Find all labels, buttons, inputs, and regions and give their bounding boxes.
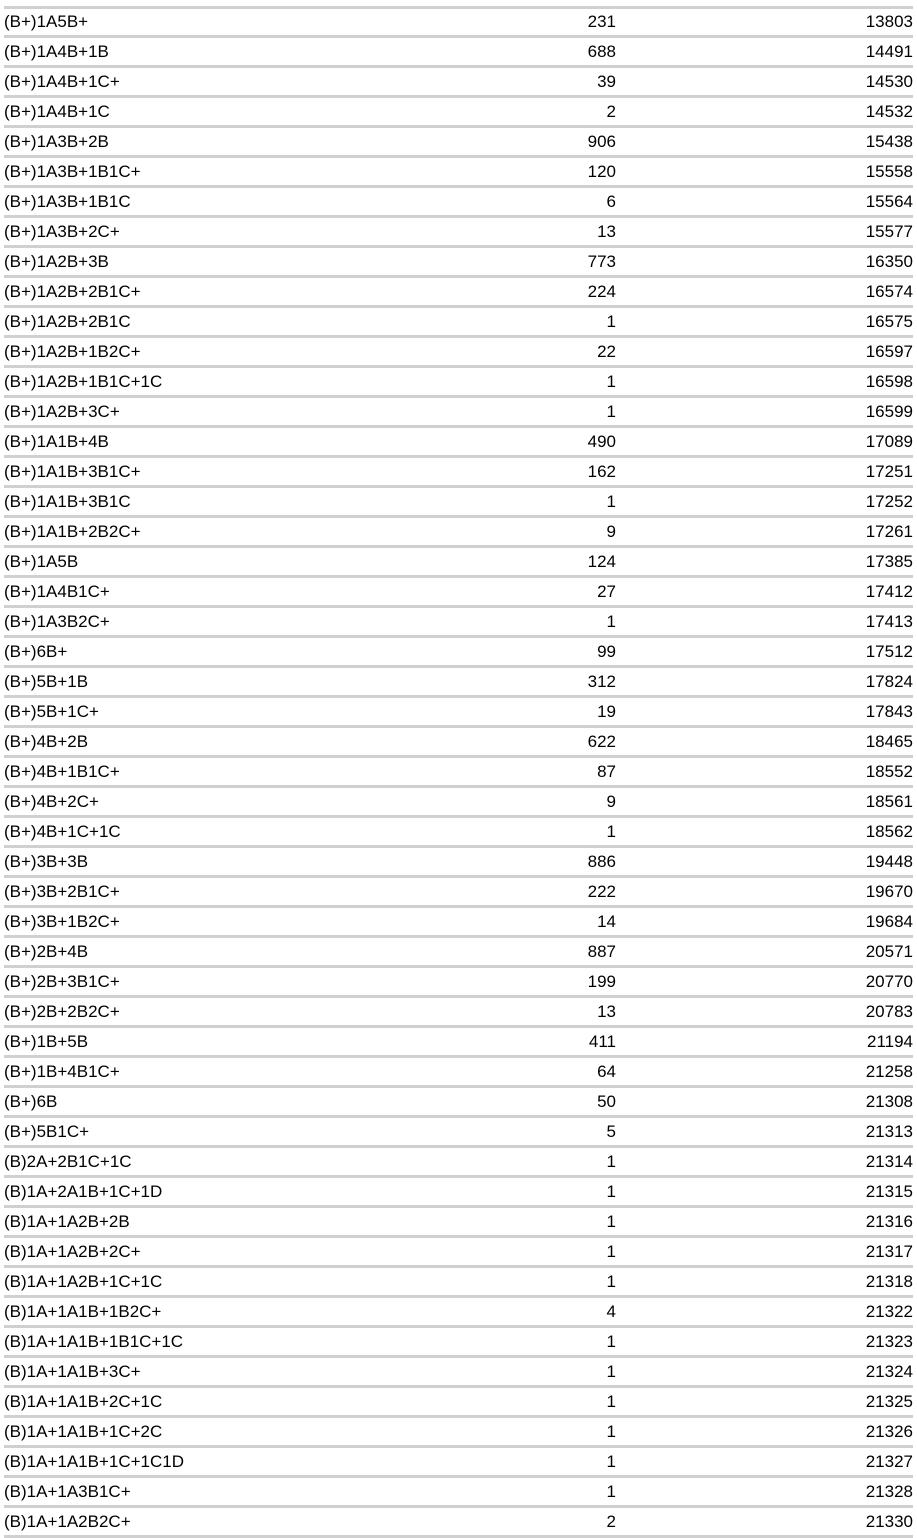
table-row <box>4 907 913 937</box>
cell-code[interactable]: (B+)5B+1C+ <box>4 697 404 727</box>
cell-cumulative[interactable]: 21314 <box>616 1147 913 1177</box>
table-row <box>4 8 913 37</box>
cell-cumulative[interactable]: 16598 <box>616 367 913 397</box>
table-row <box>4 427 913 457</box>
table-row <box>4 367 913 397</box>
cell-count[interactable]: 231 <box>404 8 616 37</box>
table-row <box>4 517 913 547</box>
cell-count[interactable]: 199 <box>404 967 616 997</box>
cell-code[interactable]: (B)1A+1A1B+1C+2C <box>4 1417 404 1447</box>
cell-count[interactable]: 1 <box>404 1387 616 1417</box>
cell-code[interactable]: (B)1A+1A1B+1B2C+ <box>4 1297 404 1327</box>
cell-count[interactable]: 1 <box>404 1267 616 1297</box>
cell-code[interactable]: (B)2A+2B1C+1C <box>4 1147 404 1177</box>
cell-cumulative[interactable]: 15577 <box>616 217 913 247</box>
cell-count[interactable]: 9 <box>404 517 616 547</box>
table-body <box>4 8 913 1537</box>
cell-count[interactable]: 1 <box>404 607 616 637</box>
cell-code[interactable]: (B+)2B+4B <box>4 937 404 967</box>
cell-count[interactable]: 1 <box>404 1357 616 1387</box>
cell-count[interactable]: 887 <box>404 937 616 967</box>
cell-code[interactable]: (B)1A+1A2B2C+ <box>4 1507 404 1537</box>
cell-count[interactable]: 224 <box>404 277 616 307</box>
cell-count[interactable]: 312 <box>404 667 616 697</box>
cell-cumulative[interactable]: 16599 <box>616 397 913 427</box>
cell-cumulative[interactable]: 21330 <box>616 1507 913 1537</box>
cell-cumulative[interactable]: 17089 <box>616 427 913 457</box>
cell-code[interactable]: (B+)1A5B+ <box>4 8 404 37</box>
cell-cumulative[interactable]: 17252 <box>616 487 913 517</box>
table-row <box>4 1177 913 1207</box>
cell-count[interactable]: 2 <box>404 1507 616 1537</box>
cell-code[interactable]: (B+)1A2B+1B2C+ <box>4 337 404 367</box>
cell-cumulative[interactable]: 15564 <box>616 187 913 217</box>
table-row <box>4 847 913 877</box>
cell-cumulative[interactable]: 14532 <box>616 97 913 127</box>
cell-code[interactable]: (B+)1B+4B1C+ <box>4 1057 404 1087</box>
cell-count[interactable]: 773 <box>404 247 616 277</box>
cell-count[interactable]: 1 <box>404 1447 616 1477</box>
table-row <box>4 547 913 577</box>
cell-cumulative[interactable]: 17512 <box>616 637 913 667</box>
cell-cumulative[interactable]: 21258 <box>616 1057 913 1087</box>
cell-code[interactable]: (B+)1B+5B <box>4 1027 404 1057</box>
cell-code[interactable]: (B)1A+2A1B+1C+1D <box>4 1177 404 1207</box>
cell-count[interactable]: 87 <box>404 757 616 787</box>
cell-code[interactable]: (B+)1A2B+2B1C <box>4 307 404 337</box>
cell-cumulative[interactable]: 20571 <box>616 937 913 967</box>
cell-code[interactable]: (B+)1A3B2C+ <box>4 607 404 637</box>
table-row <box>4 37 913 67</box>
cell-code[interactable]: (B)1A+1A1B+2C+1C <box>4 1387 404 1417</box>
table-row <box>4 307 913 337</box>
cell-cumulative[interactable]: 19670 <box>616 877 913 907</box>
cell-count[interactable]: 39 <box>404 67 616 97</box>
table-row <box>4 97 913 127</box>
cell-count[interactable]: 411 <box>404 1027 616 1057</box>
table-row <box>4 217 913 247</box>
cell-cumulative[interactable]: 18552 <box>616 757 913 787</box>
table-row <box>4 787 913 817</box>
cell-cumulative[interactable]: 21317 <box>616 1237 913 1267</box>
cell-count[interactable]: 13 <box>404 997 616 1027</box>
cell-count[interactable]: 906 <box>404 127 616 157</box>
table-row <box>4 967 913 997</box>
cell-code[interactable]: (B+)1A1B+3B1C+ <box>4 457 404 487</box>
table-row <box>4 1297 913 1327</box>
table-row <box>4 247 913 277</box>
table-row <box>4 1387 913 1417</box>
cell-count[interactable]: 490 <box>404 427 616 457</box>
cell-count[interactable]: 13 <box>404 217 616 247</box>
cell-cumulative[interactable]: 17412 <box>616 577 913 607</box>
cell-code[interactable]: (B+)5B1C+ <box>4 1117 404 1147</box>
cell-count[interactable]: 1 <box>404 1207 616 1237</box>
table-row <box>4 1357 913 1387</box>
table-row <box>4 487 913 517</box>
cell-code[interactable]: (B+)6B+ <box>4 637 404 667</box>
cell-count[interactable]: 162 <box>404 457 616 487</box>
cell-code[interactable]: (B+)1A2B+1B1C+1C <box>4 367 404 397</box>
table-row <box>4 1057 913 1087</box>
table-row <box>4 1417 913 1447</box>
cell-code[interactable]: (B+)1A3B+2C+ <box>4 217 404 247</box>
cell-cumulative[interactable]: 21323 <box>616 1327 913 1357</box>
cell-code[interactable]: (B)1A+1A2B+2B <box>4 1207 404 1237</box>
cell-code[interactable]: (B+)2B+3B1C+ <box>4 967 404 997</box>
cell-count[interactable]: 622 <box>404 727 616 757</box>
cell-code[interactable]: (B+)5B+1B <box>4 667 404 697</box>
cell-count[interactable]: 99 <box>404 637 616 667</box>
cell-count[interactable]: 124 <box>404 547 616 577</box>
cell-code[interactable]: (B+)1A2B+3B <box>4 247 404 277</box>
cell-code[interactable]: (B+)1A2B+3C+ <box>4 397 404 427</box>
cell-cumulative[interactable]: 18561 <box>616 787 913 817</box>
cell-code[interactable]: (B+)1A4B1C+ <box>4 577 404 607</box>
cell-cumulative[interactable]: 14530 <box>616 67 913 97</box>
cell-code[interactable]: (B+)3B+3B <box>4 847 404 877</box>
cell-count[interactable]: 64 <box>404 1057 616 1087</box>
cell-code[interactable]: (B+)1A4B+1B <box>4 37 404 67</box>
cell-cumulative[interactable]: 17385 <box>616 547 913 577</box>
cell-cumulative[interactable]: 17251 <box>616 457 913 487</box>
table-row <box>4 1087 913 1117</box>
cell-count[interactable]: 19 <box>404 697 616 727</box>
cell-count[interactable]: 688 <box>404 37 616 67</box>
cell-code[interactable]: (B+)1A1B+2B2C+ <box>4 517 404 547</box>
table-row <box>4 397 913 427</box>
cell-cumulative[interactable]: 13803 <box>616 8 913 37</box>
table-row <box>4 997 913 1027</box>
cell-count[interactable]: 1 <box>404 1147 616 1177</box>
table-row <box>4 1207 913 1237</box>
table-row <box>4 1117 913 1147</box>
table-row <box>4 727 913 757</box>
cell-cumulative[interactable]: 21315 <box>616 1177 913 1207</box>
table-row <box>4 457 913 487</box>
cell-cumulative[interactable]: 19684 <box>616 907 913 937</box>
cell-code[interactable]: (B+)1A4B+1C+ <box>4 67 404 97</box>
cell-code[interactable]: (B+)4B+1B1C+ <box>4 757 404 787</box>
cell-cumulative[interactable]: 17843 <box>616 697 913 727</box>
cell-count[interactable]: 4 <box>404 1297 616 1327</box>
cell-count[interactable]: 6 <box>404 187 616 217</box>
cell-code[interactable]: (B)1A+1A1B+1B1C+1C <box>4 1327 404 1357</box>
cell-count[interactable]: 14 <box>404 907 616 937</box>
cell-cumulative[interactable]: 21328 <box>616 1477 913 1507</box>
cell-cumulative[interactable]: 21308 <box>616 1087 913 1117</box>
cell-count[interactable]: 1 <box>404 1417 616 1447</box>
cell-code[interactable]: (B+)4B+1C+1C <box>4 817 404 847</box>
table-row <box>4 157 913 187</box>
cell-count[interactable]: 1 <box>404 1327 616 1357</box>
cell-cumulative[interactable]: 16350 <box>616 247 913 277</box>
cell-cumulative[interactable]: 15558 <box>616 157 913 187</box>
cell-code[interactable]: (B+)4B+2B <box>4 727 404 757</box>
cell-count[interactable]: 1 <box>404 367 616 397</box>
data-table <box>4 8 913 1538</box>
cell-code[interactable]: (B+)1A5B <box>4 547 404 577</box>
cell-count[interactable]: 1 <box>404 1177 616 1207</box>
cell-code[interactable]: (B)1A+1A1B+3C+ <box>4 1357 404 1387</box>
cell-count[interactable]: 1 <box>404 817 616 847</box>
cell-count[interactable]: 1 <box>404 307 616 337</box>
cell-cumulative[interactable]: 16597 <box>616 337 913 367</box>
cell-count[interactable]: 1 <box>404 397 616 427</box>
cell-cumulative[interactable]: 15438 <box>616 127 913 157</box>
cell-cumulative[interactable]: 20783 <box>616 997 913 1027</box>
cell-code[interactable]: (B)1A+1A2B+2C+ <box>4 1237 404 1267</box>
cell-cumulative[interactable]: 21194 <box>616 1027 913 1057</box>
table-row <box>4 697 913 727</box>
cell-code[interactable]: (B)1A+1A1B+1C+1C1D <box>4 1447 404 1477</box>
cell-cumulative[interactable]: 19448 <box>616 847 913 877</box>
cell-cumulative[interactable]: 21318 <box>616 1267 913 1297</box>
table-row <box>4 937 913 967</box>
cell-code[interactable]: (B+)1A4B+1C <box>4 97 404 127</box>
table-row <box>4 67 913 97</box>
table-row <box>4 1237 913 1267</box>
cell-cumulative[interactable]: 21322 <box>616 1297 913 1327</box>
cell-count[interactable]: 222 <box>404 877 616 907</box>
cell-cumulative[interactable]: 17413 <box>616 607 913 637</box>
cell-cumulative[interactable]: 20770 <box>616 967 913 997</box>
cell-code[interactable]: (B)1A+1A2B+1C+1C <box>4 1267 404 1297</box>
table-row <box>4 1327 913 1357</box>
cell-count[interactable]: 120 <box>404 157 616 187</box>
table-row <box>4 187 913 217</box>
cell-code[interactable]: (B+)2B+2B2C+ <box>4 997 404 1027</box>
cell-code[interactable]: (B+)1A3B+1B1C+ <box>4 157 404 187</box>
table-row <box>4 607 913 637</box>
cell-count[interactable]: 1 <box>404 1237 616 1267</box>
cell-cumulative[interactable]: 17824 <box>616 667 913 697</box>
cell-count[interactable]: 9 <box>404 787 616 817</box>
table-row <box>4 1447 913 1477</box>
cell-code[interactable]: (B+)1A3B+2B <box>4 127 404 157</box>
table-row <box>4 877 913 907</box>
cell-cumulative[interactable]: 16575 <box>616 307 913 337</box>
table-row <box>4 637 913 667</box>
cell-cumulative[interactable]: 21324 <box>616 1357 913 1387</box>
cell-count[interactable]: 22 <box>404 337 616 367</box>
table-row <box>4 1147 913 1177</box>
cell-code[interactable]: (B+)6B <box>4 1087 404 1117</box>
table-row <box>4 1507 913 1537</box>
cell-cumulative[interactable]: 21316 <box>616 1207 913 1237</box>
cell-code[interactable]: (B+)1A1B+3B1C <box>4 487 404 517</box>
table-row <box>4 577 913 607</box>
cell-cumulative[interactable]: 14491 <box>616 37 913 67</box>
cell-cumulative[interactable]: 21326 <box>616 1417 913 1447</box>
table-row <box>4 1477 913 1507</box>
cell-code[interactable]: (B+)4B+2C+ <box>4 787 404 817</box>
cell-cumulative[interactable]: 21325 <box>616 1387 913 1417</box>
cell-count[interactable]: 886 <box>404 847 616 877</box>
cell-count[interactable]: 1 <box>404 487 616 517</box>
table-row <box>4 667 913 697</box>
cell-code[interactable]: (B+)3B+2B1C+ <box>4 877 404 907</box>
cell-code[interactable]: (B+)3B+1B2C+ <box>4 907 404 937</box>
cell-cumulative[interactable]: 16574 <box>616 277 913 307</box>
cell-code[interactable]: (B)1A+1A3B1C+ <box>4 1477 404 1507</box>
cell-cumulative[interactable]: 18465 <box>616 727 913 757</box>
table-row <box>4 817 913 847</box>
cell-count[interactable]: 27 <box>404 577 616 607</box>
table-row <box>4 757 913 787</box>
cell-count[interactable]: 1 <box>404 1477 616 1507</box>
table-row <box>4 1027 913 1057</box>
table-row <box>4 1267 913 1297</box>
cell-code[interactable]: (B+)1A2B+2B1C+ <box>4 277 404 307</box>
cell-cumulative[interactable]: 18562 <box>616 817 913 847</box>
cell-code[interactable]: (B+)1A1B+4B <box>4 427 404 457</box>
cell-cumulative[interactable]: 21313 <box>616 1117 913 1147</box>
cell-count[interactable]: 2 <box>404 97 616 127</box>
cell-code[interactable]: (B+)1A3B+1B1C <box>4 187 404 217</box>
cell-cumulative[interactable]: 17261 <box>616 517 913 547</box>
cell-count[interactable]: 5 <box>404 1117 616 1147</box>
table-row <box>4 127 913 157</box>
table-row <box>4 337 913 367</box>
cell-cumulative[interactable]: 21327 <box>616 1447 913 1477</box>
table-row <box>4 277 913 307</box>
cell-count[interactable]: 50 <box>404 1087 616 1117</box>
